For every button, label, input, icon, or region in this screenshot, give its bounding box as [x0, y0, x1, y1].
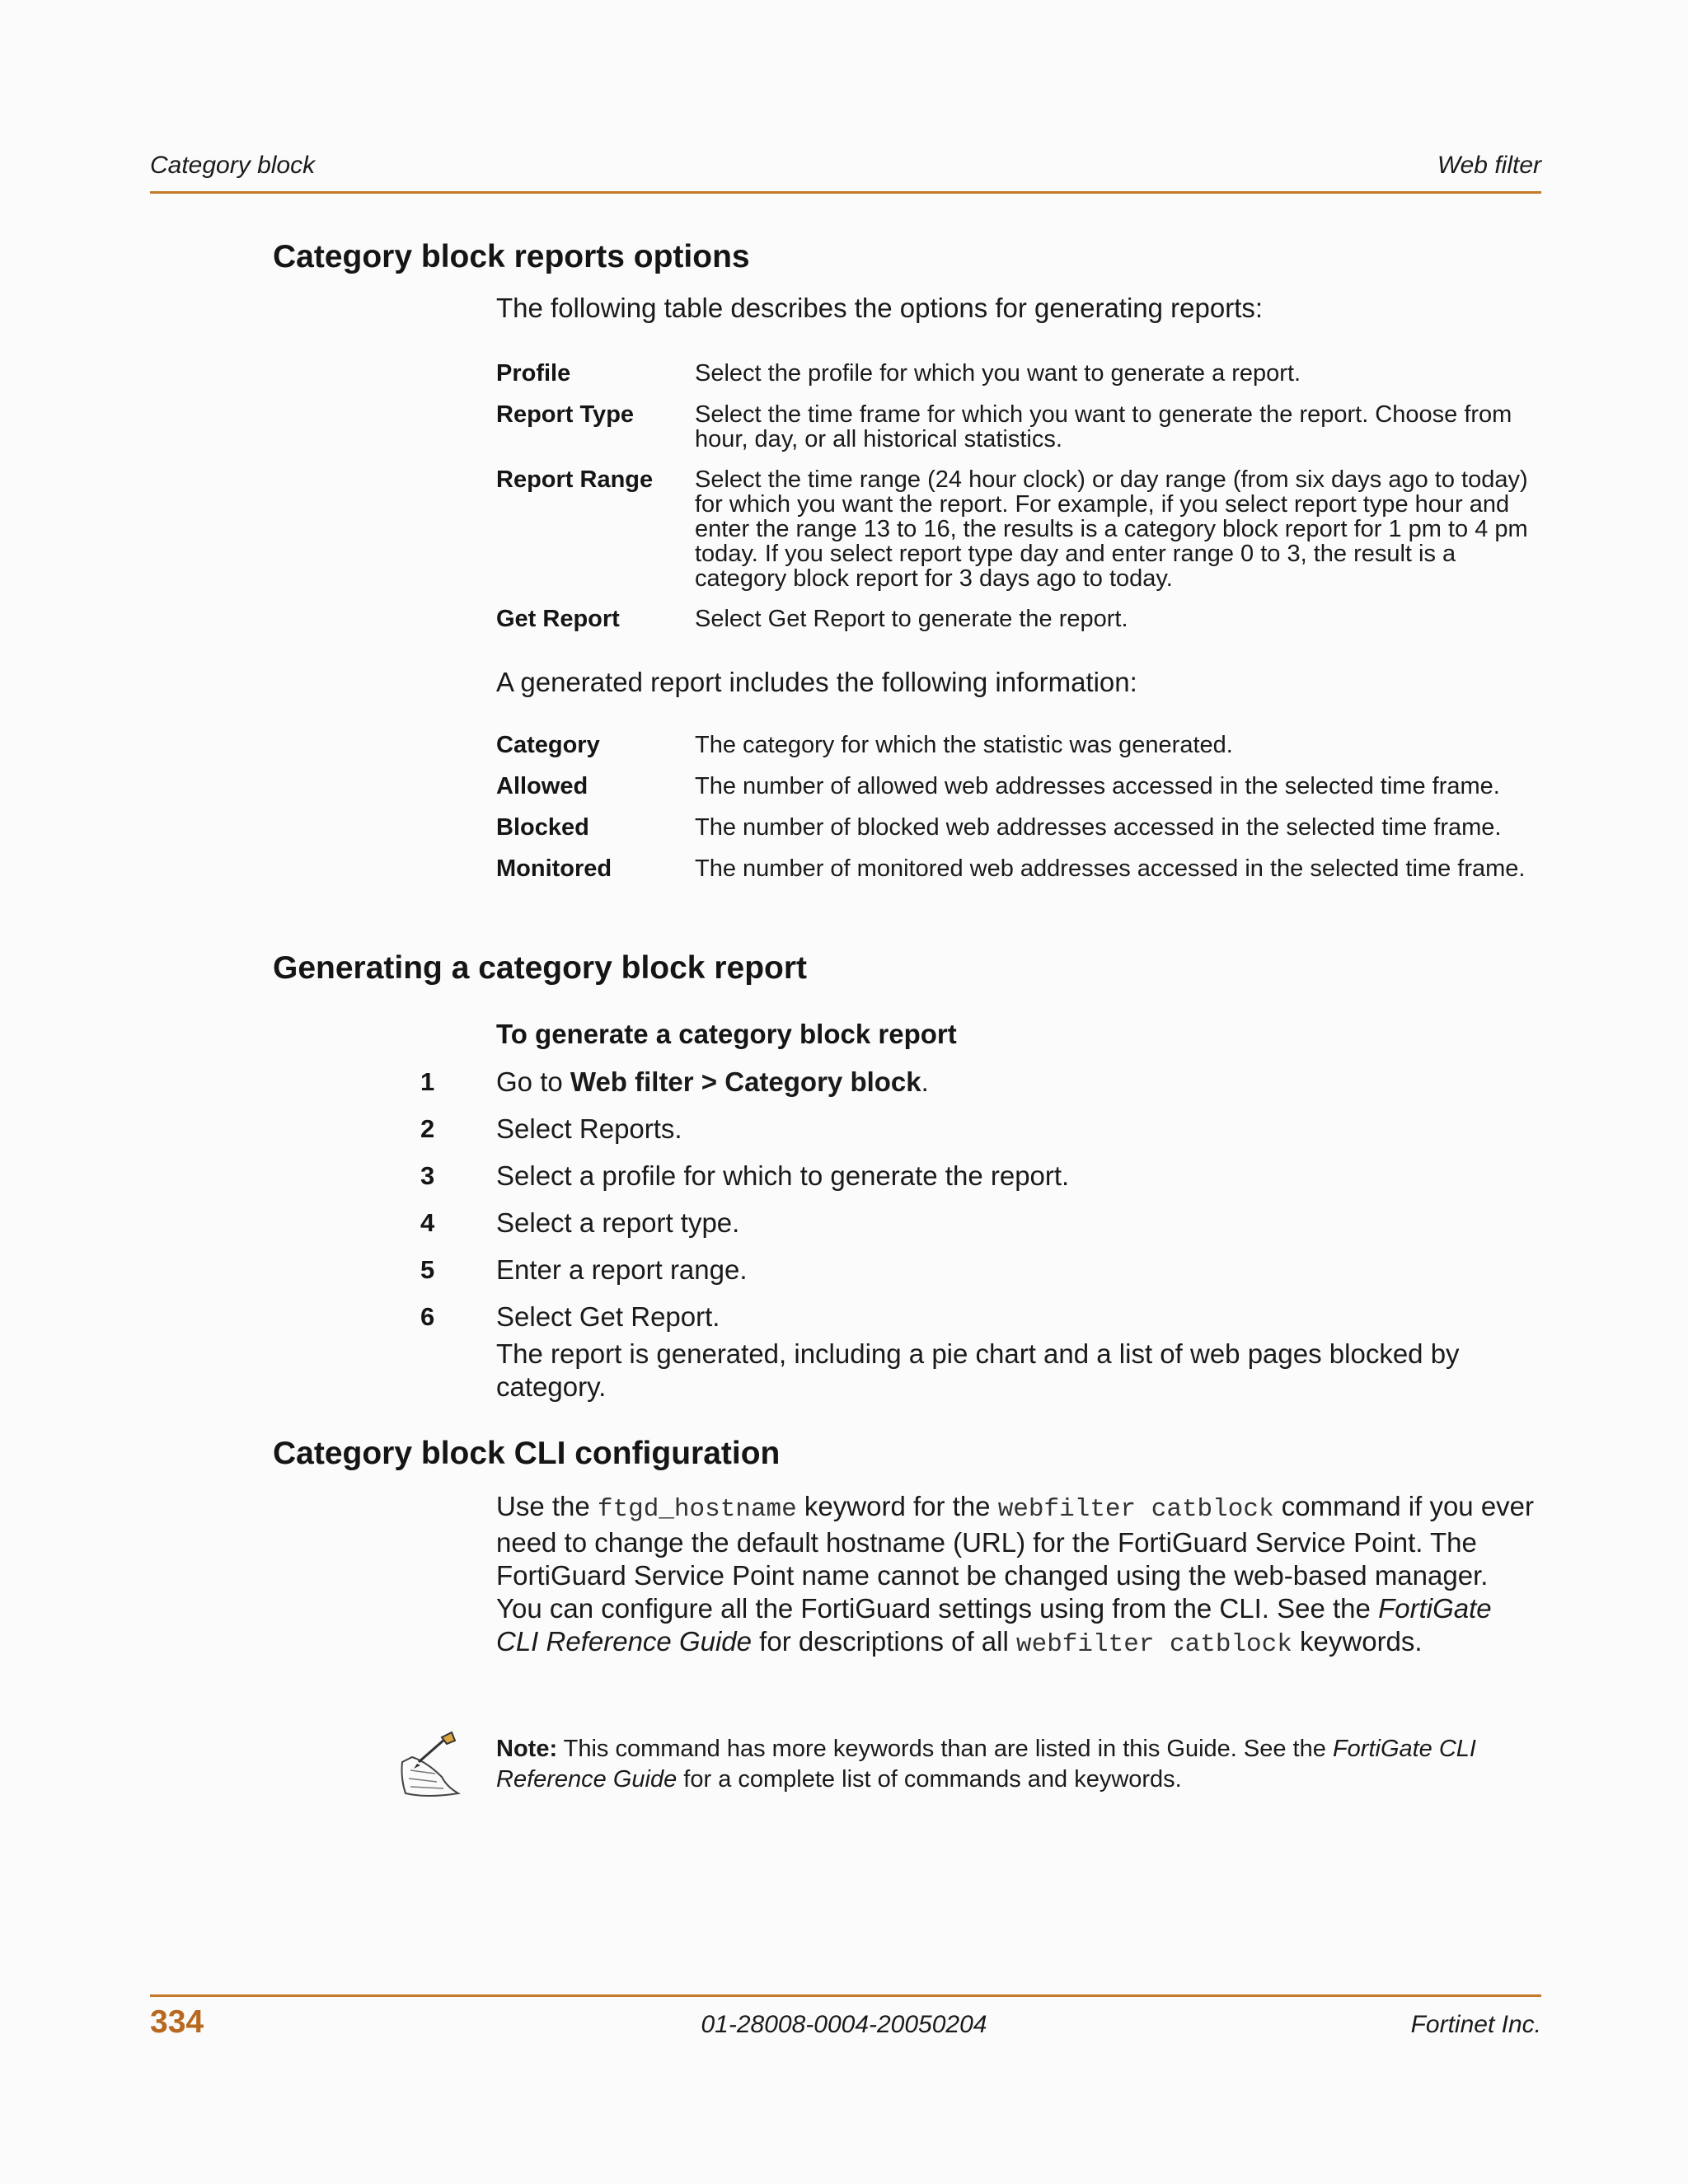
- info-desc: The number of monitored web addresses accessed in the selected time frame.: [695, 855, 1526, 882]
- option-term: Report Range: [496, 466, 654, 493]
- options-table: [496, 361, 1543, 648]
- step-text: Select a profile for which to generate the report.: [496, 1160, 1070, 1191]
- procedure-step: [420, 1160, 1543, 1207]
- step-text: Select Get Report.: [496, 1301, 720, 1332]
- page-number: 334: [150, 2004, 204, 2040]
- procedure-result: The report is generated, including a pie chart and a list of web pages blocked by category.: [496, 1338, 1460, 1402]
- option-desc: Select Get Report to generate the report.: [695, 606, 1128, 632]
- option-desc: Select the time range (24 hour clock) or day range (from six days ago to today) for which you want the report. For example, if you select report type hour and enter the range 13 to 16, the results is a category block report for 1 pm to 4 pm today. If you select report type day and enter range 0 to 3, the result is a category block report for 3 days ago to today.: [695, 466, 1528, 592]
- info-term: Blocked: [496, 814, 589, 841]
- cli-paragraph: [496, 1490, 1536, 1661]
- info-desc: The number of allowed web addresses accessed in the selected time frame.: [695, 773, 1500, 799]
- code-keyword: ftgd_hostname: [597, 1495, 797, 1524]
- page-header: [150, 152, 1541, 188]
- company-name: Fortinet Inc.: [1410, 2011, 1541, 2038]
- step-text: Select Reports.: [496, 1113, 682, 1144]
- step-number: 5: [420, 1255, 435, 1284]
- option-term: Report Type: [496, 401, 635, 428]
- info-table: [496, 733, 1543, 898]
- procedure-title: To generate a category block report: [496, 1019, 957, 1049]
- procedure-step: [420, 1254, 1543, 1301]
- info-term: Allowed: [496, 773, 588, 799]
- procedure-step: [420, 1113, 1543, 1160]
- note-label: Note:: [496, 1736, 558, 1762]
- step-text-prefix: Go to: [496, 1066, 570, 1097]
- cli-text: command if you ever need to change the default hostname (URL) for the FortiGuard Service Point. The FortiGuard Service Point name cannot be changed using the web-based manager. You can configure all the FortiGuard settings using from the CLI. See the: [496, 1491, 1535, 1624]
- cli-text: keyword for the: [796, 1491, 998, 1521]
- option-desc: Select the profile for which you want to generate a report.: [695, 360, 1301, 387]
- section-heading-generating-report: Generating a category block report: [273, 950, 808, 986]
- step-number: 6: [420, 1302, 435, 1331]
- header-chapter-name: Web filter: [1437, 152, 1541, 179]
- step-number: 2: [420, 1114, 435, 1143]
- info-desc: The category for which the statistic was generated.: [695, 732, 1233, 758]
- guide-title: FortiGate CLI Reference Guide: [496, 1736, 1476, 1793]
- procedure-step: [420, 1301, 1543, 1340]
- options-row: [496, 361, 1543, 387]
- options-row: [496, 402, 1543, 452]
- note-text: [496, 1734, 1543, 1795]
- section-heading-report-options: Category block reports options: [273, 239, 750, 274]
- options-intro: The following table describes the options for generating reports:: [496, 293, 1264, 323]
- info-desc: The number of blocked web addresses accessed in the selected time frame.: [695, 814, 1502, 841]
- option-term: Get Report: [496, 606, 620, 632]
- info-row: [496, 733, 1543, 758]
- footer-rule: [150, 1994, 1541, 1997]
- cli-text: for descriptions of all: [752, 1626, 1016, 1657]
- info-row: [496, 774, 1543, 799]
- code-command: webfilter catblock: [997, 1495, 1274, 1524]
- procedure-step: [420, 1066, 1543, 1113]
- step-number: 1: [420, 1067, 435, 1096]
- step-text: Enter a report range.: [496, 1254, 748, 1285]
- cli-text: keywords.: [1292, 1626, 1423, 1657]
- step-number: 4: [420, 1208, 435, 1237]
- document-id: 01-28008-0004-20050204: [701, 2011, 987, 2038]
- info-row: [496, 856, 1543, 882]
- option-term: Profile: [496, 360, 571, 387]
- option-desc: Select the time frame for which you want to generate the report. Choose from hour, day, or all historical statistics.: [695, 401, 1512, 452]
- procedure-step: [420, 1207, 1543, 1254]
- guide-title: FortiGate CLI Reference Guide: [496, 1593, 1492, 1657]
- section-heading-cli-configuration: Category block CLI configuration: [273, 1436, 781, 1471]
- step-text: [496, 1066, 929, 1099]
- header-rule: [150, 191, 1541, 194]
- info-term: Monitored: [496, 855, 612, 882]
- note-icon: [394, 1729, 465, 1803]
- step-text: Select a report type.: [496, 1207, 740, 1238]
- note-body: for a complete list of commands and keywords.: [677, 1766, 1182, 1793]
- header-section-name: Category block: [150, 152, 316, 179]
- step-text-suffix: .: [921, 1066, 929, 1097]
- info-term: Category: [496, 732, 600, 758]
- procedure-steps: [420, 1066, 1543, 1340]
- step-number: 3: [420, 1161, 435, 1190]
- menu-path: Web filter > Category block: [570, 1066, 921, 1097]
- options-row: [496, 467, 1543, 591]
- code-command: webfilter catblock: [1016, 1630, 1292, 1659]
- cli-text: Use the: [496, 1491, 598, 1521]
- info-intro: A generated report includes the following information:: [496, 667, 1137, 697]
- options-row: [496, 607, 1543, 632]
- info-row: [496, 815, 1543, 841]
- note-body: This command has more keywords than are listed in this Guide. See the: [557, 1736, 1333, 1762]
